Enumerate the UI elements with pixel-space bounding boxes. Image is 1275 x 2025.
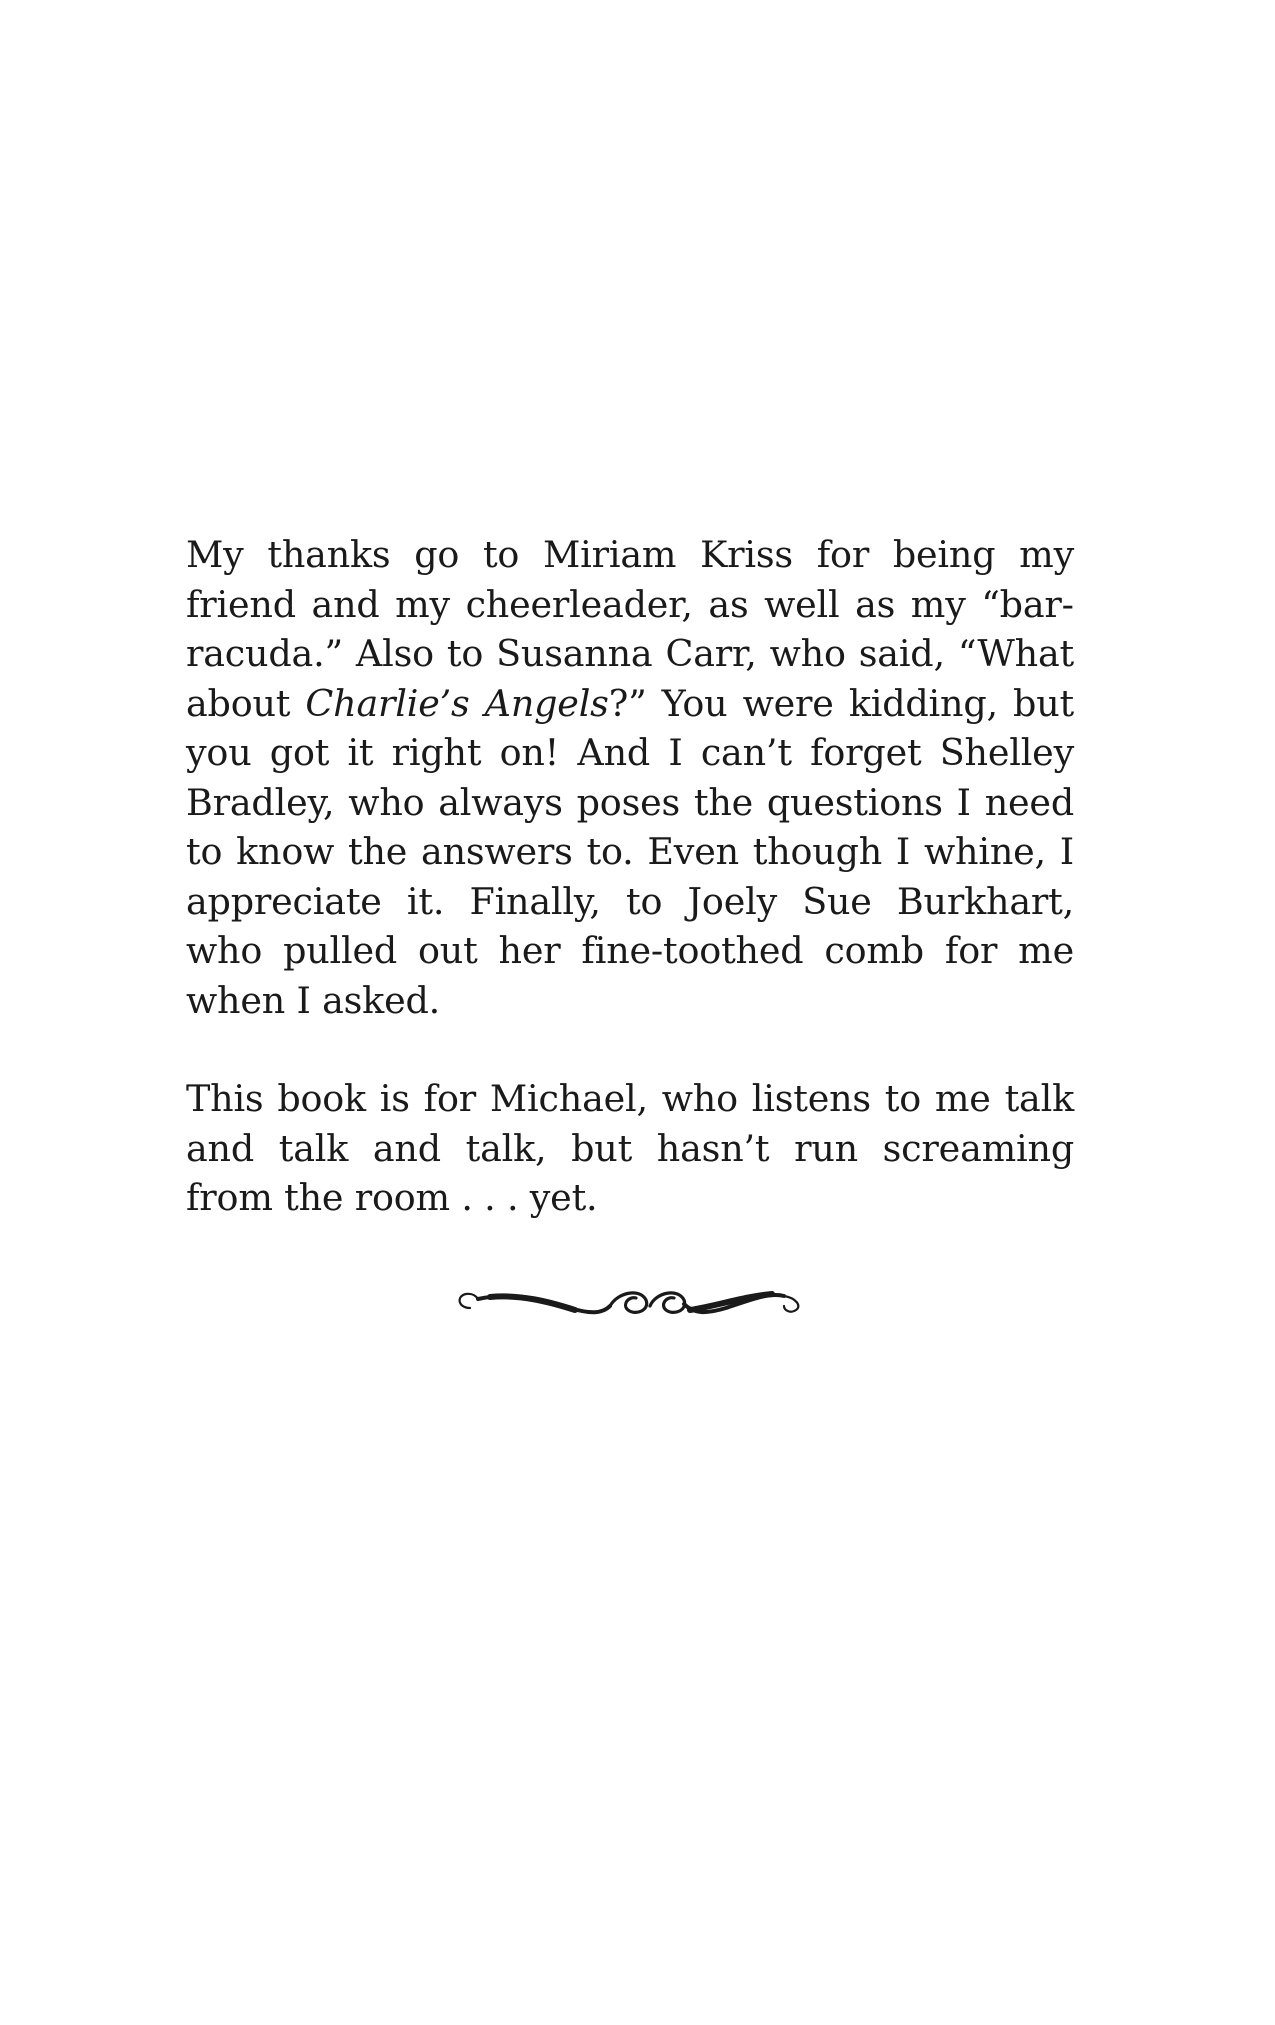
dedication-paragraph: [186, 1074, 1074, 1223]
acknowledgement-paragraph: [186, 530, 1074, 1025]
acknowledgement-text-end: ?” You were kidding, but you got it right on! And I can’t forget Shelley Bradley, who always poses the questions I need to know the answers to. Even though I whine, I appreciate it. Finally, to Joely Sue Burkhart, who pulled out her fine-toothed comb for me when I asked.: [186, 681, 1074, 1022]
book-title-reference: Charlie’s Angels: [305, 681, 609, 725]
acknowledgement-text-start: My thanks go to Miriam Kriss for being my friend and my cheerleader, as well as my “barracuda.” Also to Susanna Carr, who said, “What about: [186, 533, 1074, 725]
dedication-text: [186, 530, 1074, 1223]
dedication-text-line: This book is for Michael, who listens to me talk and talk and talk, but hasn’t run screaming from the room . . . yet.: [186, 1077, 1074, 1219]
scroll-flourish-icon: [450, 1270, 810, 1330]
